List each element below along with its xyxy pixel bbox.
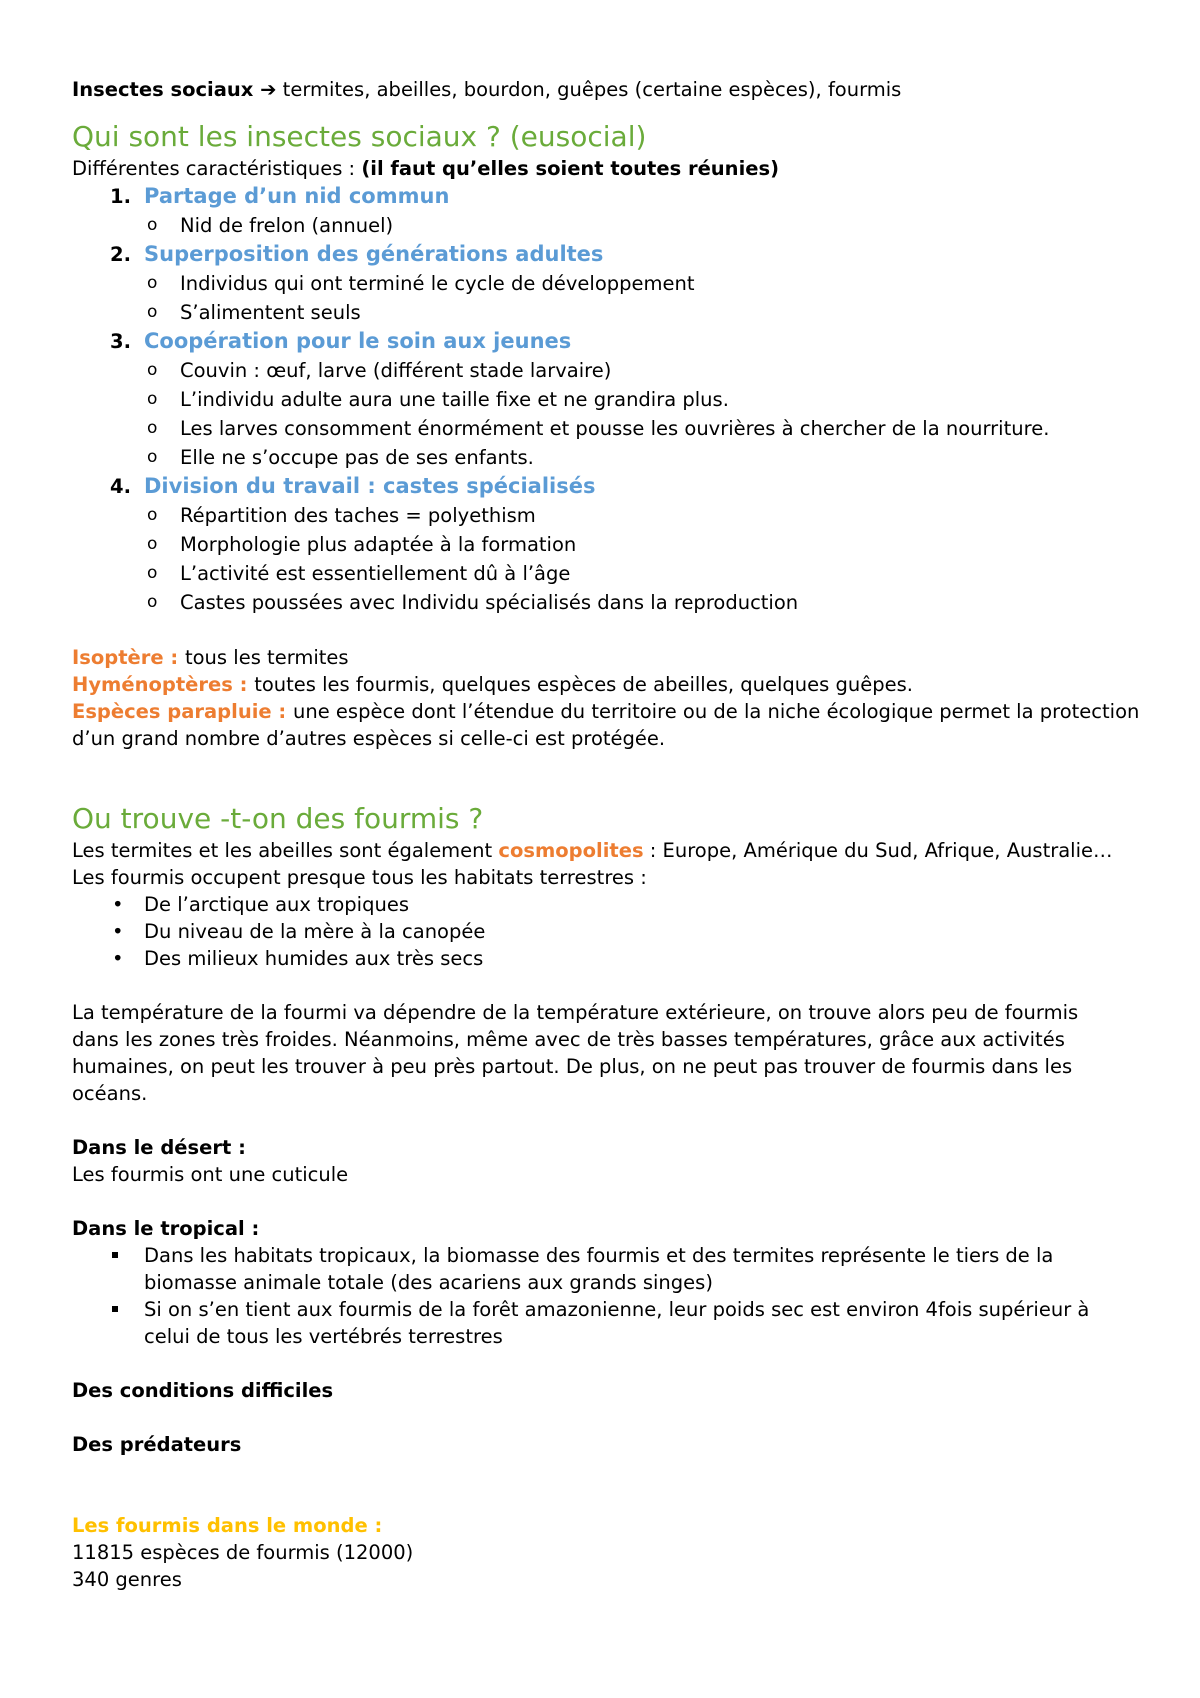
- cosmopolite-line: [72, 837, 1132, 864]
- arrow-icon: ➔: [260, 78, 277, 101]
- cosmo-text-a: Les termites et les abeilles sont également: [72, 839, 499, 862]
- bullet-text: De l’arctique aux tropiques: [144, 893, 409, 916]
- spacer: [72, 1485, 1132, 1512]
- item-number: 4.: [110, 475, 131, 498]
- numbered-item: [72, 472, 1132, 501]
- tropical-heading: Dans le tropical :: [72, 1217, 260, 1240]
- square-bullet-item: [72, 1242, 1132, 1296]
- sub-item: [72, 356, 1132, 385]
- square-bullet-icon: [112, 1306, 118, 1312]
- paragraph-line: océans.: [72, 1082, 148, 1105]
- world-line: 11815 espèces de fourmis (12000): [72, 1541, 414, 1564]
- conditions-heading: Des conditions difficiles: [72, 1379, 334, 1402]
- spacer: [72, 752, 1132, 779]
- sub-item: [72, 501, 1132, 530]
- numbered-item: [72, 327, 1132, 356]
- sub-item-text: L’individu adulte aura une taille fixe et ne grandira plus.: [180, 388, 729, 411]
- circle-bullet-icon: o: [147, 389, 158, 409]
- sub-item-text: Nid de frelon (annuel): [180, 214, 394, 237]
- spacer: [72, 617, 1132, 644]
- item-line: biomasse animale totale (des acariens aux grands singes): [144, 1271, 713, 1294]
- habitats-line: Les fourmis occupent presque tous les habitats terrestres :: [72, 866, 647, 889]
- numbered-item: [72, 182, 1132, 211]
- section1-title: Qui sont les insectes sociaux ? (eusocial): [72, 120, 647, 153]
- square-bullet-icon: [112, 1252, 118, 1258]
- bullet-text: Des milieux humides aux très secs: [144, 947, 484, 970]
- world-heading: Les fourmis dans le monde :: [72, 1514, 383, 1537]
- definition-text: une espèce dont l’étendue du territoire ou de la niche écologique permet la protection: [293, 700, 1140, 723]
- circle-bullet-icon: o: [147, 447, 158, 467]
- section1-lead: [72, 155, 1132, 182]
- sub-item: [72, 211, 1132, 240]
- sub-item-text: S’alimentent seuls: [180, 301, 361, 324]
- numbered-item: [72, 240, 1132, 269]
- sub-item: [72, 443, 1132, 472]
- cosmo-text-b: : Europe, Amérique du Sud, Afrique, Australie…: [643, 839, 1113, 862]
- item-line: celui de tous les vertébrés terrestres: [144, 1325, 503, 1348]
- bullet-item: [72, 918, 1132, 945]
- item-line: Si on s’en tient aux fourmis de la forêt amazonienne, leur poids sec est environ 4fois supérieur à: [144, 1298, 1090, 1321]
- definition-line: [72, 671, 1132, 698]
- item-title: Partage d’un nid commun: [144, 184, 450, 208]
- circle-bullet-icon: o: [147, 418, 158, 438]
- definition-continuation: d’un grand nombre d’autres espèces si celle-ci est protégée.: [72, 727, 666, 750]
- circle-bullet-icon: o: [147, 592, 158, 612]
- intro-label: Insectes sociaux: [72, 78, 261, 101]
- definition-term: Espèces parapluie :: [72, 700, 293, 723]
- sub-item: [72, 414, 1132, 443]
- lead-text: Différentes caractéristiques :: [72, 157, 362, 180]
- intro-text: termites, abeilles, bourdon, guêpes (certaine espèces), fourmis: [276, 78, 902, 101]
- predators-heading: Des prédateurs: [72, 1433, 242, 1456]
- square-bullet-item: [72, 1296, 1132, 1350]
- intro-line: [72, 76, 1132, 103]
- circle-bullet-icon: o: [147, 360, 158, 380]
- sub-item: [72, 385, 1132, 414]
- spacer: [72, 972, 1132, 999]
- paragraph-line: dans les zones très froides. Néanmoins, même avec de très basses températures, grâce aux activités: [72, 1028, 1065, 1051]
- sub-item-text: Elle ne s’occupe pas de ses enfants.: [180, 446, 534, 469]
- document-page: [72, 76, 1140, 1593]
- item-line: Dans les habitats tropicaux, la biomasse des fourmis et des termites représente le tiers de la: [144, 1244, 1054, 1267]
- sub-item-text: Couvin : œuf, larve (différent stade larvaire): [180, 359, 612, 382]
- world-line: 340 genres: [72, 1568, 182, 1591]
- paragraph-line: La température de la fourmi va dépendre de la température extérieure, on trouve alors peu de fourmis: [72, 1001, 1079, 1024]
- item-number: 3.: [110, 330, 131, 353]
- item-title: Division du travail : castes spécialisés: [144, 474, 596, 498]
- sub-item-text: Les larves consomment énormément et pousse les ouvrières à chercher de la nourriture.: [180, 417, 1050, 440]
- desert-text: Les fourmis ont une cuticule: [72, 1163, 349, 1186]
- bullet-icon: •: [112, 920, 124, 943]
- bullet-icon: •: [112, 893, 124, 916]
- sub-item-text: Répartition des taches = polyethism: [180, 504, 536, 527]
- bullet-icon: •: [112, 947, 124, 970]
- sub-item: [72, 269, 1132, 298]
- bullet-text: Du niveau de la mère à la canopée: [144, 920, 486, 943]
- spacer: [72, 1107, 1132, 1134]
- lead-bold: (il faut qu’elles soient toutes réunies): [361, 157, 779, 180]
- circle-bullet-icon: o: [147, 215, 158, 235]
- sub-item-text: Castes poussées avec Individu spécialisés dans la reproduction: [180, 591, 799, 614]
- item-title: Superposition des générations adultes: [144, 242, 604, 266]
- sub-item-text: Morphologie plus adaptée à la formation: [180, 533, 577, 556]
- sub-item-text: L’activité est essentiellement dû à l’âge: [180, 562, 571, 585]
- spacer: [72, 1404, 1132, 1431]
- section2-title: Ou trouve -t-on des fourmis ?: [72, 802, 484, 835]
- circle-bullet-icon: o: [147, 505, 158, 525]
- definition-term: Hyménoptères :: [72, 673, 255, 696]
- item-number: 1.: [110, 185, 131, 208]
- sub-item: [72, 298, 1132, 327]
- spacer: [72, 1188, 1132, 1215]
- circle-bullet-icon: o: [147, 534, 158, 554]
- cosmo-highlight: cosmopolites: [498, 839, 644, 862]
- bullet-item: [72, 891, 1132, 918]
- bullet-item: [72, 945, 1132, 972]
- sub-item-text: Individus qui ont terminé le cycle de développement: [180, 272, 695, 295]
- definition-text: tous les termites: [184, 646, 349, 669]
- sub-item: [72, 559, 1132, 588]
- definition-line: [72, 644, 1132, 671]
- item-number: 2.: [110, 243, 131, 266]
- desert-heading: Dans le désert :: [72, 1136, 246, 1159]
- circle-bullet-icon: o: [147, 273, 158, 293]
- item-title: Coopération pour le soin aux jeunes: [144, 329, 572, 353]
- definition-term: Isoptère :: [72, 646, 185, 669]
- circle-bullet-icon: o: [147, 302, 158, 322]
- paragraph-line: humaines, on peut les trouver à peu près partout. De plus, on ne peut pas trouver de fourmis dans les: [72, 1055, 1073, 1078]
- spacer: [72, 1350, 1132, 1377]
- spacer: [72, 1458, 1132, 1485]
- sub-item: [72, 588, 1132, 617]
- sub-item: [72, 530, 1132, 559]
- definition-line: [72, 698, 1140, 725]
- circle-bullet-icon: o: [147, 563, 158, 583]
- definition-text: toutes les fourmis, quelques espèces de abeilles, quelques guêpes.: [254, 673, 913, 696]
